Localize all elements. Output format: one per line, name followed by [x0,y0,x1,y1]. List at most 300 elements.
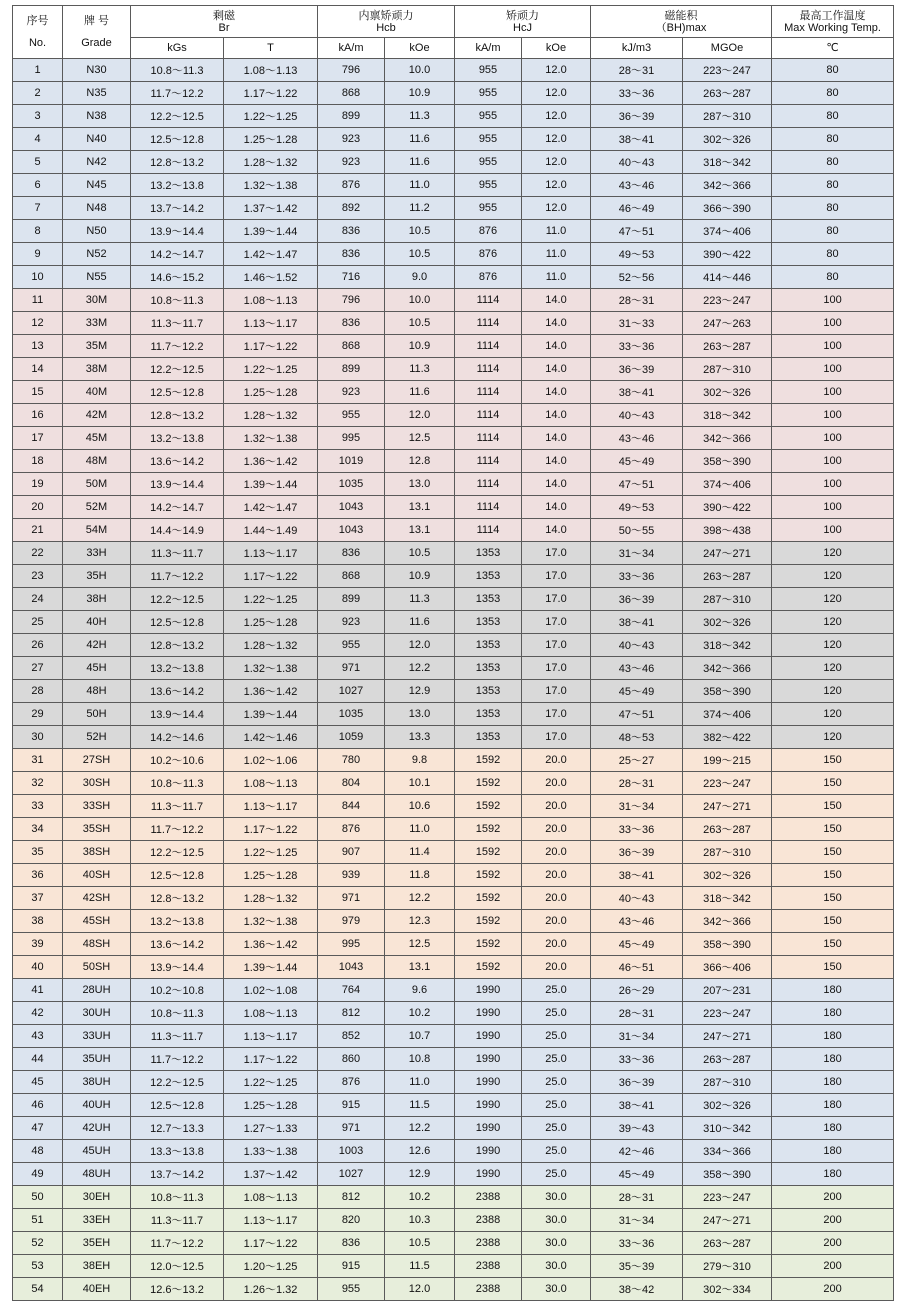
cell-hcb-koe: 10.5 [385,312,455,335]
cell-bh-mgoe: 374～406 [683,220,772,243]
cell-bh-kjm3: 38～42 [591,1278,683,1301]
cell-br-t: 1.44～1.49 [224,519,318,542]
table-row [13,565,894,588]
cell-grade: 35EH [63,1232,131,1255]
cell-hcb-kam: 836 [318,220,385,243]
cell-hcj-kam: 1990 [455,1163,522,1186]
cell-br-t: 1.17～1.22 [224,1232,318,1255]
cell-hcj-kam: 1592 [455,772,522,795]
cell-hcj-kam: 1990 [455,979,522,1002]
cell-hcj-koe: 20.0 [522,956,591,979]
cell-hcb-kam: 868 [318,565,385,588]
cell-max-temp: 80 [772,197,894,220]
cell-hcj-koe: 14.0 [522,519,591,542]
cell-br-t: 1.17～1.22 [224,82,318,105]
cell-no: 25 [13,611,63,634]
cell-no: 44 [13,1048,63,1071]
table-header [13,6,894,59]
cell-bh-mgoe: 287～310 [683,588,772,611]
cell-bh-mgoe: 247～271 [683,1209,772,1232]
header-bhmax-zh: 磁能积 [664,9,698,22]
cell-no: 46 [13,1094,63,1117]
cell-bh-mgoe: 414～446 [683,266,772,289]
cell-hcj-kam: 1990 [455,1071,522,1094]
cell-hcb-kam: 1019 [318,450,385,473]
cell-br-t: 1.17～1.22 [224,565,318,588]
cell-br-t: 1.36～1.42 [224,680,318,703]
cell-hcj-kam: 1114 [455,450,522,473]
header-row-units [13,38,894,59]
cell-hcj-kam: 2388 [455,1255,522,1278]
cell-max-temp: 150 [772,818,894,841]
cell-bh-kjm3: 26～29 [591,979,683,1002]
cell-max-temp: 80 [772,105,894,128]
cell-max-temp: 180 [772,1094,894,1117]
table-row [13,381,894,404]
cell-br-kgs: 11.7～12.2 [131,818,224,841]
cell-hcj-koe: 17.0 [522,542,591,565]
cell-grade: 52H [63,726,131,749]
cell-br-t: 1.08～1.13 [224,1002,318,1025]
cell-grade: N52 [63,243,131,266]
cell-hcb-kam: 971 [318,887,385,910]
cell-hcb-kam: 836 [318,1232,385,1255]
header-hcj [455,6,591,38]
cell-no: 28 [13,680,63,703]
cell-no: 8 [13,220,63,243]
cell-hcj-kam: 876 [455,266,522,289]
cell-bh-kjm3: 28～31 [591,289,683,312]
cell-br-kgs: 13.7～14.2 [131,197,224,220]
table-row [13,864,894,887]
cell-grade: 40H [63,611,131,634]
cell-br-t: 1.42～1.47 [224,243,318,266]
cell-hcb-kam: 876 [318,1071,385,1094]
cell-grade: 33UH [63,1025,131,1048]
cell-bh-kjm3: 42～46 [591,1140,683,1163]
header-no-zh: 序号 [26,15,49,27]
cell-hcb-kam: 971 [318,657,385,680]
cell-hcb-koe: 10.2 [385,1002,455,1025]
cell-max-temp: 100 [772,312,894,335]
cell-br-kgs: 13.6～14.2 [131,680,224,703]
cell-hcj-koe: 12.0 [522,174,591,197]
cell-hcb-koe: 11.6 [385,128,455,151]
cell-max-temp: 80 [772,266,894,289]
cell-hcj-kam: 955 [455,105,522,128]
cell-bh-mgoe: 398～438 [683,519,772,542]
cell-bh-kjm3: 43～46 [591,174,683,197]
cell-br-kgs: 13.9～14.4 [131,220,224,243]
cell-bh-mgoe: 287～310 [683,105,772,128]
table-row [13,243,894,266]
cell-br-kgs: 10.8～11.3 [131,1186,224,1209]
header-br-zh: 剩磁 [213,9,235,22]
cell-grade: N48 [63,197,131,220]
cell-bh-mgoe: 223～247 [683,289,772,312]
cell-grade: 33SH [63,795,131,818]
cell-max-temp: 120 [772,565,894,588]
cell-hcj-koe: 25.0 [522,1140,591,1163]
cell-max-temp: 100 [772,289,894,312]
table-row [13,1094,894,1117]
cell-max-temp: 150 [772,795,894,818]
cell-br-kgs: 12.2～12.5 [131,588,224,611]
cell-bh-kjm3: 36～39 [591,841,683,864]
cell-grade: N55 [63,266,131,289]
cell-grade: 33EH [63,1209,131,1232]
cell-max-temp: 150 [772,772,894,795]
header-temp-en: Max Working Temp. [784,21,881,34]
cell-hcb-koe: 10.8 [385,1048,455,1071]
cell-hcj-koe: 17.0 [522,611,591,634]
cell-bh-kjm3: 38～41 [591,611,683,634]
header-temp-zh: 最高工作温度 [799,9,866,22]
cell-br-t: 1.22～1.25 [224,105,318,128]
cell-max-temp: 150 [772,956,894,979]
cell-hcb-kam: 995 [318,933,385,956]
cell-bh-kjm3: 40～43 [591,404,683,427]
cell-hcb-koe: 10.5 [385,243,455,266]
cell-max-temp: 180 [772,1071,894,1094]
cell-br-kgs: 13.2～13.8 [131,910,224,933]
cell-hcb-kam: 923 [318,381,385,404]
cell-grade: 35H [63,565,131,588]
cell-br-t: 1.33～1.38 [224,1140,318,1163]
table-row [13,1209,894,1232]
cell-hcj-koe: 17.0 [522,634,591,657]
cell-hcj-kam: 1592 [455,818,522,841]
cell-no: 36 [13,864,63,887]
cell-hcj-kam: 1990 [455,1094,522,1117]
cell-hcb-kam: 899 [318,105,385,128]
cell-bh-kjm3: 31～34 [591,1025,683,1048]
table-row [13,588,894,611]
cell-hcb-koe: 12.8 [385,450,455,473]
cell-hcj-kam: 2388 [455,1278,522,1301]
cell-no: 48 [13,1140,63,1163]
cell-hcb-kam: 955 [318,634,385,657]
cell-hcb-kam: 780 [318,749,385,772]
cell-hcb-kam: 955 [318,1278,385,1301]
cell-grade: 30EH [63,1186,131,1209]
cell-br-t: 1.28～1.32 [224,404,318,427]
cell-max-temp: 120 [772,726,894,749]
cell-hcj-koe: 17.0 [522,726,591,749]
cell-no: 13 [13,335,63,358]
cell-grade: 30UH [63,1002,131,1025]
cell-br-t: 1.42～1.46 [224,726,318,749]
cell-br-t: 1.13～1.17 [224,795,318,818]
table-row [13,611,894,634]
unit-celsius: ℃ [772,38,894,59]
cell-bh-mgoe: 366～390 [683,197,772,220]
cell-no: 51 [13,1209,63,1232]
table-row [13,956,894,979]
table-row [13,128,894,151]
cell-bh-mgoe: 207～231 [683,979,772,1002]
cell-bh-kjm3: 31～34 [591,795,683,818]
cell-no: 33 [13,795,63,818]
cell-max-temp: 100 [772,427,894,450]
header-no [13,6,63,59]
cell-hcb-koe: 11.2 [385,197,455,220]
cell-br-kgs: 13.9～14.4 [131,956,224,979]
cell-grade: 35SH [63,818,131,841]
cell-bh-kjm3: 43～46 [591,910,683,933]
cell-no: 52 [13,1232,63,1255]
cell-br-t: 1.25～1.28 [224,611,318,634]
cell-grade: 40SH [63,864,131,887]
cell-max-temp: 180 [772,1117,894,1140]
cell-bh-mgoe: 358～390 [683,1163,772,1186]
cell-bh-mgoe: 263～287 [683,1048,772,1071]
cell-max-temp: 180 [772,1025,894,1048]
cell-br-t: 1.42～1.47 [224,496,318,519]
cell-no: 54 [13,1278,63,1301]
cell-hcb-kam: 876 [318,818,385,841]
cell-max-temp: 120 [772,703,894,726]
cell-hcj-kam: 1114 [455,335,522,358]
cell-br-kgs: 13.9～14.4 [131,703,224,726]
cell-no: 20 [13,496,63,519]
cell-hcj-koe: 30.0 [522,1278,591,1301]
unit-kgs: kGs [131,38,224,59]
cell-hcb-koe: 13.0 [385,703,455,726]
table-row [13,1002,894,1025]
cell-hcj-koe: 11.0 [522,243,591,266]
cell-hcb-kam: 979 [318,910,385,933]
table-row [13,1071,894,1094]
cell-hcb-koe: 11.6 [385,611,455,634]
cell-max-temp: 100 [772,450,894,473]
table-row [13,289,894,312]
cell-max-temp: 100 [772,335,894,358]
cell-max-temp: 80 [772,220,894,243]
cell-hcb-koe: 10.9 [385,565,455,588]
cell-no: 45 [13,1071,63,1094]
cell-hcj-kam: 1353 [455,680,522,703]
cell-max-temp: 100 [772,381,894,404]
cell-grade: 50M [63,473,131,496]
cell-br-kgs: 11.7～12.2 [131,1048,224,1071]
cell-br-t: 1.13～1.17 [224,1209,318,1232]
cell-grade: 42UH [63,1117,131,1140]
cell-hcb-koe: 9.6 [385,979,455,1002]
cell-grade: N35 [63,82,131,105]
table-row [13,496,894,519]
table-row [13,1117,894,1140]
cell-hcb-koe: 12.0 [385,404,455,427]
cell-bh-mgoe: 358～390 [683,933,772,956]
table-row [13,1255,894,1278]
cell-bh-kjm3: 28～31 [591,772,683,795]
cell-no: 3 [13,105,63,128]
cell-hcb-kam: 892 [318,197,385,220]
cell-max-temp: 200 [772,1186,894,1209]
cell-hcb-kam: 907 [318,841,385,864]
cell-hcb-kam: 716 [318,266,385,289]
cell-hcj-koe: 12.0 [522,128,591,151]
table-row [13,266,894,289]
cell-hcj-kam: 1353 [455,703,522,726]
cell-hcj-kam: 1592 [455,956,522,979]
cell-bh-kjm3: 38～41 [591,381,683,404]
cell-bh-mgoe: 358～390 [683,680,772,703]
cell-grade: 48H [63,680,131,703]
cell-no: 16 [13,404,63,427]
header-hcb-en: Hcb [376,21,396,34]
table-row [13,427,894,450]
cell-no: 47 [13,1117,63,1140]
table-row [13,841,894,864]
cell-hcj-kam: 955 [455,151,522,174]
cell-no: 24 [13,588,63,611]
cell-br-kgs: 12.7～13.3 [131,1117,224,1140]
cell-hcb-koe: 11.6 [385,381,455,404]
cell-br-kgs: 10.8～11.3 [131,1002,224,1025]
cell-hcb-koe: 13.1 [385,496,455,519]
cell-bh-kjm3: 33～36 [591,1232,683,1255]
cell-bh-kjm3: 48～53 [591,726,683,749]
cell-no: 49 [13,1163,63,1186]
cell-hcb-kam: 836 [318,542,385,565]
cell-br-t: 1.17～1.22 [224,335,318,358]
cell-br-kgs: 11.3～11.7 [131,312,224,335]
cell-hcb-koe: 12.6 [385,1140,455,1163]
cell-bh-mgoe: 287～310 [683,358,772,381]
cell-hcj-koe: 17.0 [522,588,591,611]
cell-hcb-kam: 1027 [318,1163,385,1186]
cell-max-temp: 180 [772,979,894,1002]
unit-hcb-koe: kOe [385,38,455,59]
cell-bh-mgoe: 287～310 [683,1071,772,1094]
cell-no: 27 [13,657,63,680]
cell-hcb-koe: 11.6 [385,151,455,174]
cell-bh-kjm3: 39～43 [591,1117,683,1140]
cell-bh-mgoe: 310～342 [683,1117,772,1140]
cell-br-t: 1.22～1.25 [224,841,318,864]
cell-grade: 48M [63,450,131,473]
cell-hcb-kam: 995 [318,427,385,450]
cell-bh-mgoe: 302～326 [683,611,772,634]
cell-bh-mgoe: 263～287 [683,565,772,588]
cell-hcj-koe: 14.0 [522,358,591,381]
cell-hcj-kam: 1353 [455,542,522,565]
cell-br-t: 1.28～1.32 [224,151,318,174]
cell-hcj-koe: 14.0 [522,427,591,450]
cell-br-kgs: 12.2～12.5 [131,105,224,128]
cell-hcj-koe: 20.0 [522,864,591,887]
cell-bh-mgoe: 374～406 [683,703,772,726]
cell-no: 23 [13,565,63,588]
cell-br-t: 1.39～1.44 [224,956,318,979]
cell-bh-kjm3: 50～55 [591,519,683,542]
table-row [13,1140,894,1163]
cell-no: 1 [13,59,63,82]
cell-hcj-koe: 14.0 [522,381,591,404]
header-bhmax [591,6,772,38]
cell-hcj-koe: 11.0 [522,220,591,243]
unit-mgoe: MGOe [683,38,772,59]
cell-hcj-kam: 1990 [455,1002,522,1025]
cell-br-kgs: 12.2～12.5 [131,358,224,381]
header-br-en: Br [218,21,230,34]
cell-br-t: 1.17～1.22 [224,818,318,841]
cell-hcb-koe: 9.0 [385,266,455,289]
cell-hcj-koe: 20.0 [522,749,591,772]
cell-hcb-kam: 796 [318,59,385,82]
cell-bh-kjm3: 33～36 [591,335,683,358]
cell-hcj-koe: 12.0 [522,105,591,128]
cell-bh-mgoe: 342～366 [683,174,772,197]
cell-hcj-kam: 955 [455,82,522,105]
table-row [13,910,894,933]
cell-hcb-kam: 812 [318,1002,385,1025]
cell-max-temp: 80 [772,128,894,151]
table-row [13,979,894,1002]
cell-br-t: 1.08～1.13 [224,772,318,795]
header-hcb-zh: 内禀矫顽力 [358,9,414,22]
cell-hcb-kam: 1059 [318,726,385,749]
cell-hcj-koe: 14.0 [522,312,591,335]
cell-hcb-kam: 876 [318,174,385,197]
cell-bh-mgoe: 247～271 [683,542,772,565]
cell-br-kgs: 12.8～13.2 [131,404,224,427]
cell-grade: 52M [63,496,131,519]
cell-grade: 33M [63,312,131,335]
table-row [13,818,894,841]
cell-hcj-kam: 1114 [455,381,522,404]
cell-hcb-koe: 10.1 [385,772,455,795]
cell-hcb-kam: 1043 [318,496,385,519]
cell-no: 34 [13,818,63,841]
cell-br-kgs: 12.8～13.2 [131,887,224,910]
table-row [13,1278,894,1301]
cell-hcb-koe: 12.2 [385,1117,455,1140]
cell-max-temp: 80 [772,243,894,266]
cell-hcj-kam: 1990 [455,1025,522,1048]
cell-bh-mgoe: 358～390 [683,450,772,473]
cell-bh-mgoe: 223～247 [683,1186,772,1209]
cell-hcj-koe: 30.0 [522,1209,591,1232]
table-row [13,1025,894,1048]
cell-no: 7 [13,197,63,220]
table-row [13,473,894,496]
cell-hcj-koe: 14.0 [522,289,591,312]
cell-hcb-koe: 10.6 [385,795,455,818]
cell-bh-kjm3: 46～51 [591,956,683,979]
cell-bh-kjm3: 43～46 [591,427,683,450]
cell-max-temp: 100 [772,473,894,496]
table-row [13,151,894,174]
cell-no: 10 [13,266,63,289]
cell-max-temp: 80 [772,59,894,82]
cell-hcb-kam: 955 [318,404,385,427]
cell-bh-kjm3: 45～49 [591,680,683,703]
cell-hcj-kam: 2388 [455,1186,522,1209]
table-row [13,1232,894,1255]
cell-hcb-kam: 868 [318,335,385,358]
cell-hcb-kam: 923 [318,611,385,634]
cell-bh-mgoe: 374～406 [683,473,772,496]
cell-hcj-kam: 2388 [455,1209,522,1232]
cell-hcj-koe: 25.0 [522,1048,591,1071]
cell-hcj-koe: 30.0 [522,1232,591,1255]
cell-no: 43 [13,1025,63,1048]
cell-hcb-koe: 10.5 [385,542,455,565]
cell-hcj-kam: 876 [455,220,522,243]
